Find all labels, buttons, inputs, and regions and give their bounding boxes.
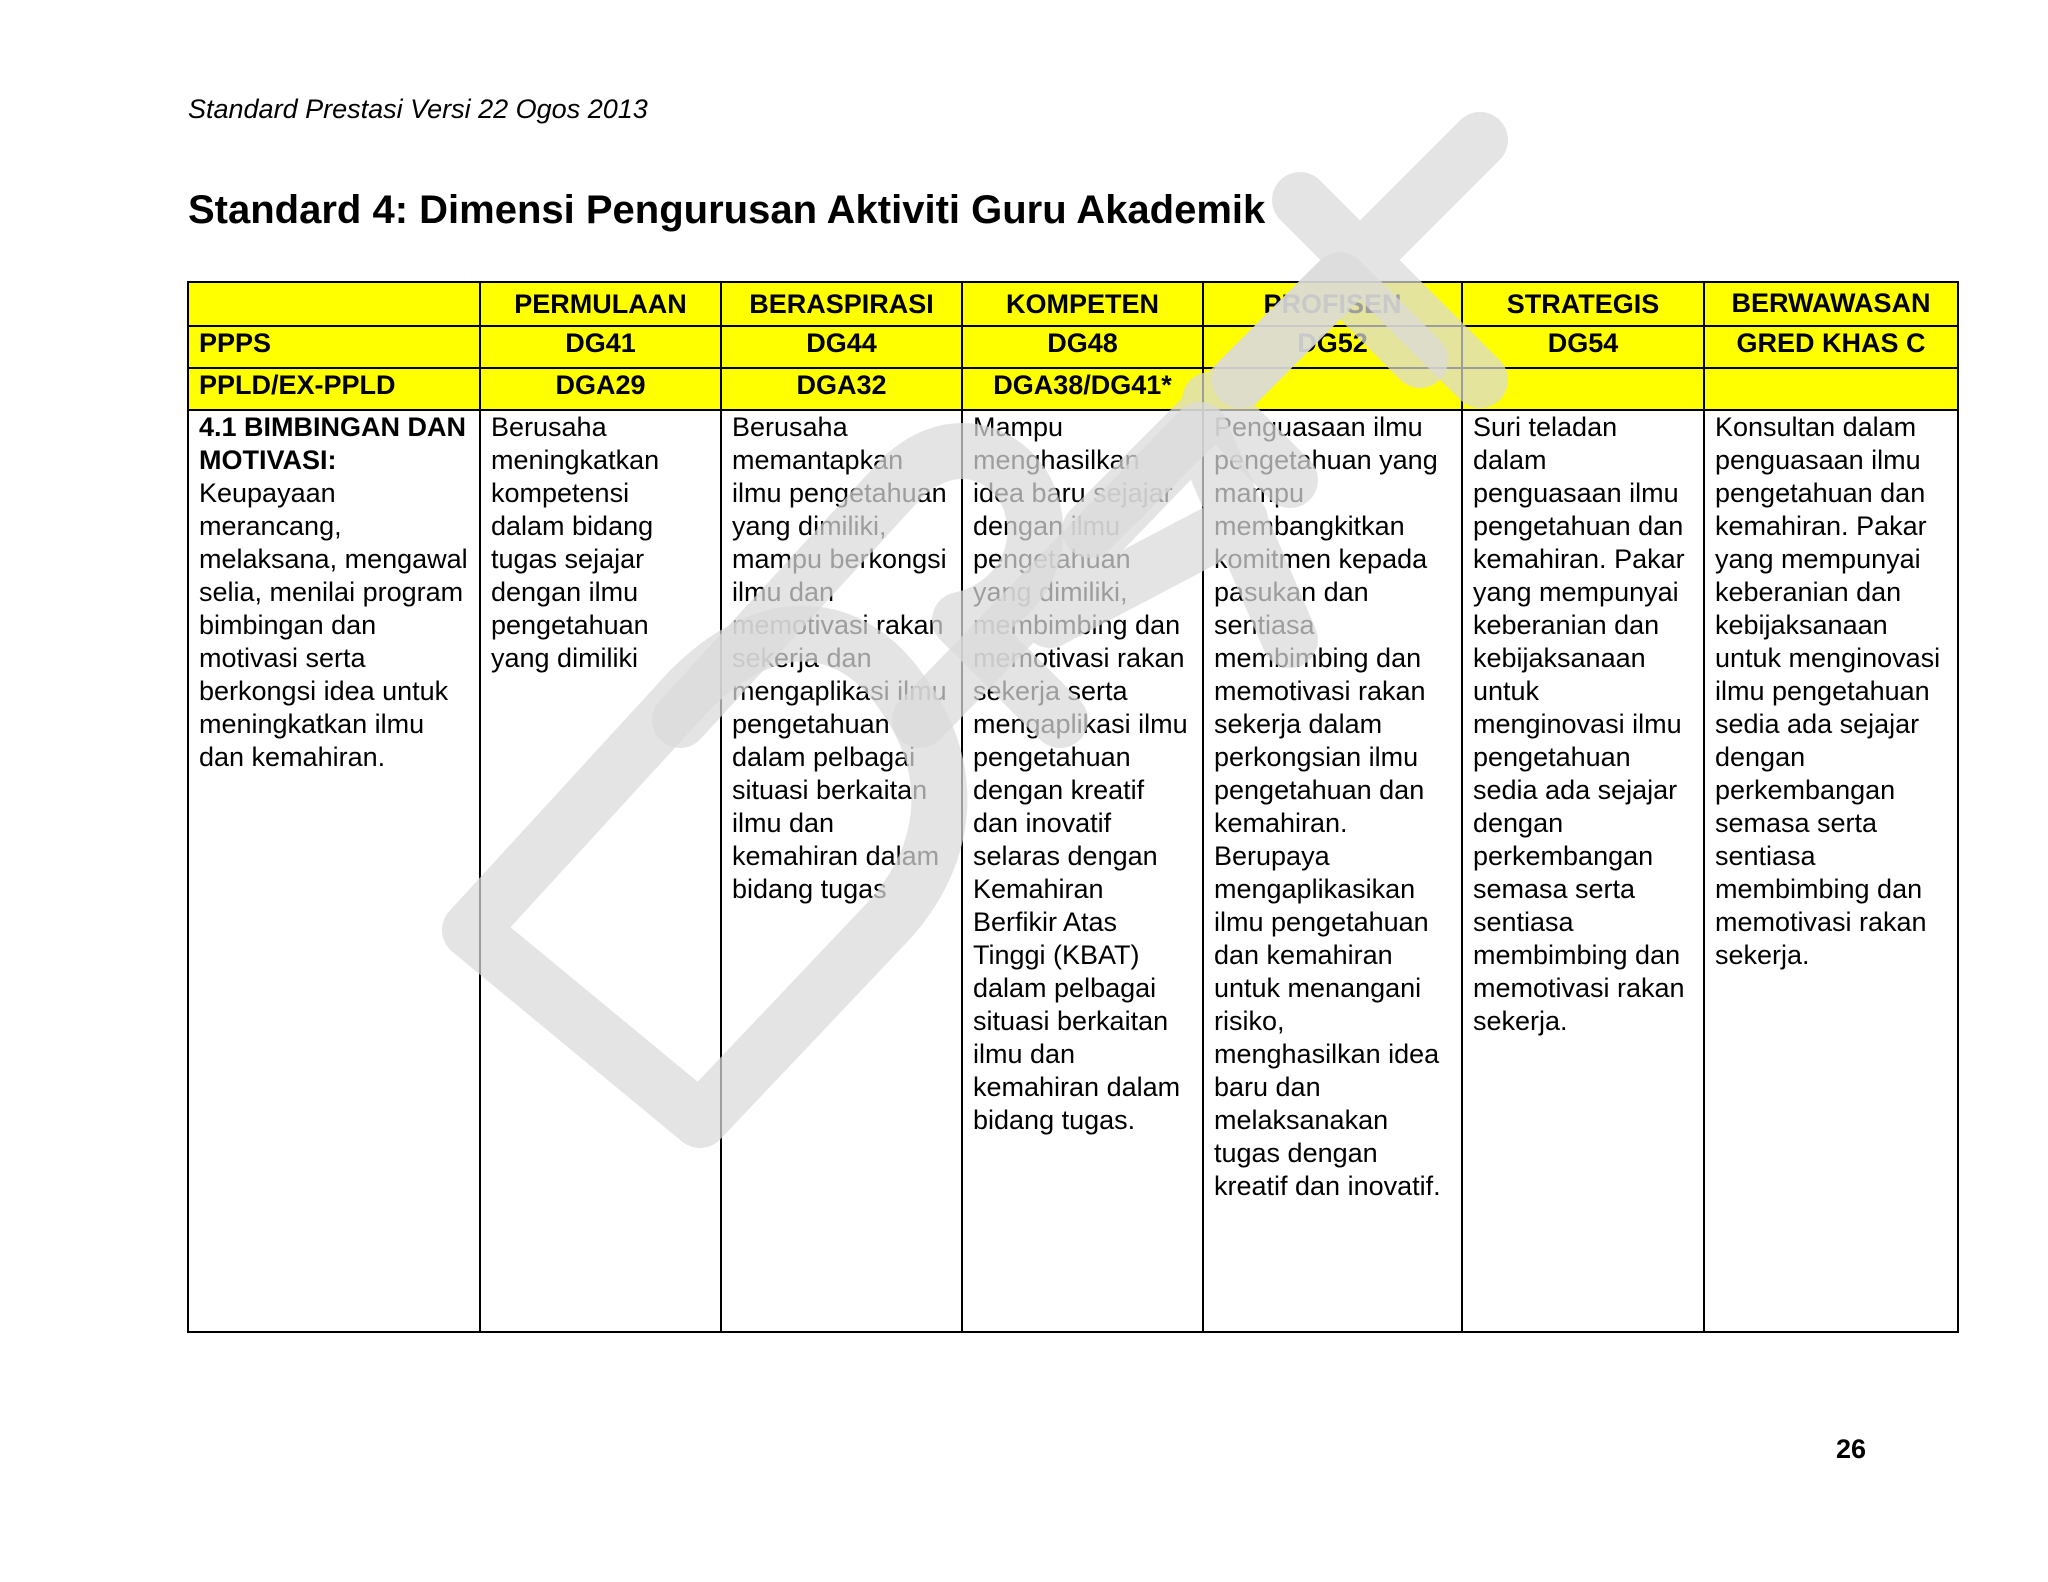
criterion-description: Keupayaan merancang, melaksana, mengawal selia, menilai program bimbingan dan motivasi serta berkongsi idea untuk meningkatkan ilmu dan kemahiran.	[199, 478, 468, 772]
page-number: 26	[1836, 1434, 1867, 1464]
ppps-grade-1: DG41	[480, 326, 721, 368]
level-strategis: STRATEGIS	[1462, 282, 1704, 326]
running-header: Standard Prestasi Versi 22 Ogos 2013	[188, 94, 648, 124]
ppld-label: PPLD/EX-PPLD	[188, 368, 480, 410]
level-berwawasan: BERWAWASAN	[1704, 282, 1958, 326]
descriptor-berwawasan: Konsultan dalam penguasaan ilmu pengetahuan dan kemahiran. Pakar yang mempunyai keberanian dan kebijaksanaan untuk menginovasi ilmu pengetahuan sedia ada sejajar dengan perkembangan semasa serta sentiasa membimbing dan memotivasi rakan sekerja.	[1704, 410, 1958, 1332]
ppps-grade-6: GRED KHAS C	[1704, 326, 1958, 368]
criterion-title: 4.1 BIMBINGAN DAN MOTIVASI:	[199, 412, 467, 475]
ppld-grade-4	[1203, 368, 1462, 410]
criterion-row	[188, 410, 1958, 1332]
level-kompeten: KOMPETEN	[962, 282, 1203, 326]
level-header-row	[188, 282, 1958, 326]
ppld-grade-3: DGA38/DG41*	[962, 368, 1203, 410]
descriptor-kompeten: Mampu menghasilkan idea baru sejajar dengan ilmu pengetahuan yang dimiliki, membimbing dan memotivasi rakan sekerja serta mengaplikasi ilmu pengetahuan dengan kreatif dan inovatif selaras dengan Kemahiran Berfikir Atas Tinggi (KBAT) dalam pelbagai situasi berkaitan ilmu dan kemahiran dalam bidang tugas.	[962, 410, 1203, 1332]
ppps-grade-2: DG44	[721, 326, 962, 368]
ppld-grade-5	[1462, 368, 1704, 410]
ppps-grade-3: DG48	[962, 326, 1203, 368]
descriptor-profisen: Penguasaan ilmu pengetahuan yang mampu membangkitkan komitmen kepada pasukan dan sentiasa membimbing dan memotivasi rakan sekerja dalam perkongsian ilmu pengetahuan dan kemahiran. Berupaya mengaplikasikan ilmu pengetahuan dan kemahiran untuk menangani risiko, menghasilkan idea baru dan melaksanakan tugas dengan kreatif dan inovatif.	[1203, 410, 1462, 1332]
header-blank-cell	[188, 282, 480, 326]
level-beraspirasi: BERASPIRASI	[721, 282, 962, 326]
criterion-cell	[188, 410, 480, 1332]
ppps-grade-5: DG54	[1462, 326, 1704, 368]
ppld-grade-6	[1704, 368, 1958, 410]
ppps-grade-row	[188, 326, 1958, 368]
descriptor-strategis: Suri teladan dalam penguasaan ilmu pengetahuan dan kemahiran. Pakar yang mempunyai keberanian dan kebijaksanaan untuk menginovasi ilmu pengetahuan sedia ada sejajar dengan perkembangan semasa serta sentiasa membimbing dan memotivasi rakan sekerja.	[1462, 410, 1704, 1332]
ppps-label: PPPS	[188, 326, 480, 368]
ppps-grade-4: DG52	[1203, 326, 1462, 368]
ppld-grade-2: DGA32	[721, 368, 962, 410]
level-permulaan: PERMULAAN	[480, 282, 721, 326]
level-profisen: PROFISEN	[1203, 282, 1462, 326]
ppld-grade-row	[188, 368, 1958, 410]
standard-table	[187, 281, 1959, 1333]
ppld-grade-1: DGA29	[480, 368, 721, 410]
descriptor-beraspirasi: Berusaha memantapkan ilmu pengetahuan yang dimiliki, mampu berkongsi ilmu dan memotivasi rakan sekerja dan mengaplikasi ilmu pengetahuan dalam pelbagai situasi berkaitan ilmu dan kemahiran dalam bidang tugas	[721, 410, 962, 1332]
page-title: Standard 4: Dimensi Pengurusan Aktiviti Guru Akademik	[188, 188, 1266, 232]
descriptor-permulaan: Berusaha meningkatkan kompetensi dalam bidang tugas sejajar dengan ilmu pengetahuan yang dimiliki	[480, 410, 721, 1332]
